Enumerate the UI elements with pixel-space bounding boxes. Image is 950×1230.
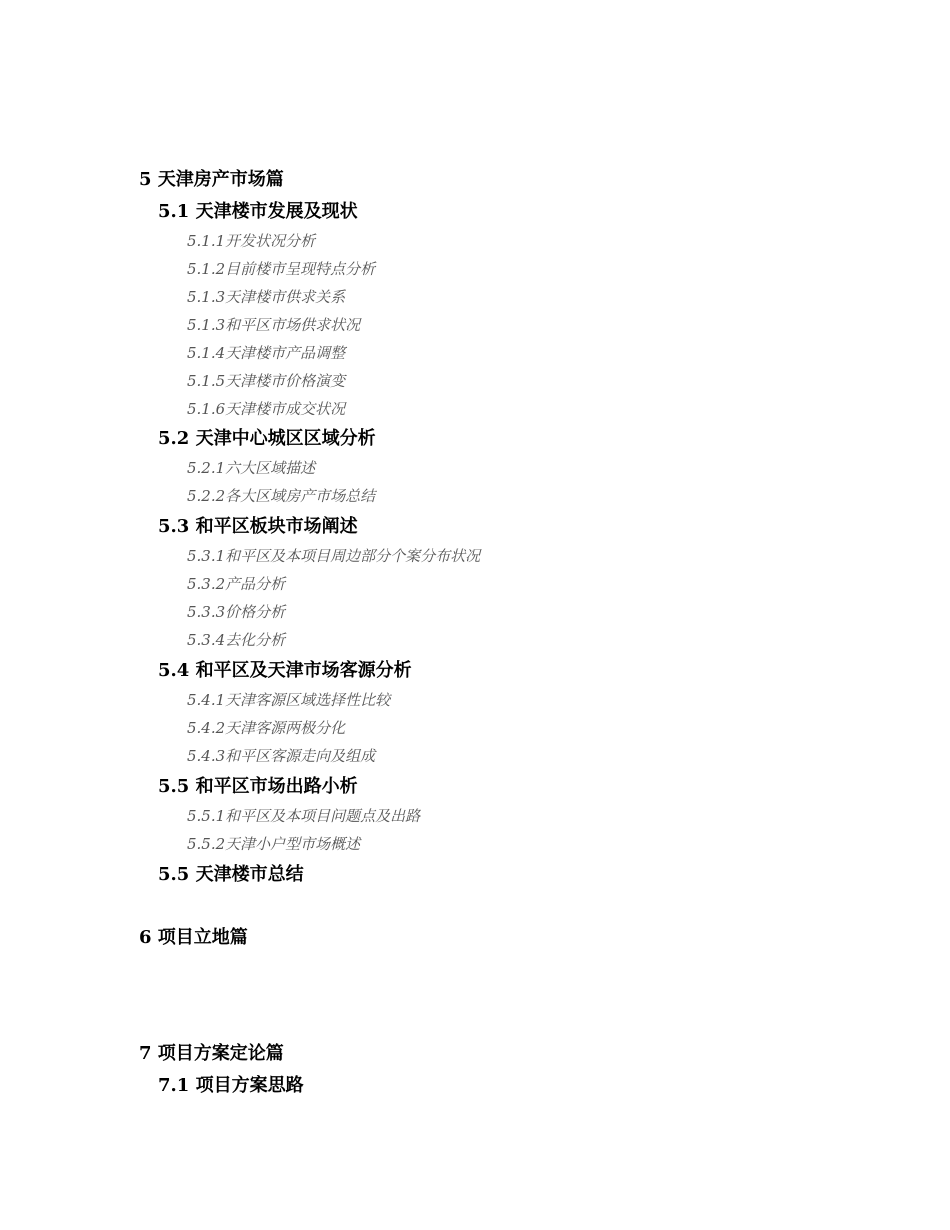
subsection-5-5-1: 5.5.1和平区及本项目问题点及出路 — [187, 807, 421, 825]
section-5-4-title: 5.4 和平区及天津市场客源分析 — [158, 660, 412, 681]
subsection-5-1-3: 5.1.3天津楼市供求关系 — [187, 288, 346, 306]
section-5-1-title: 5.1 天津楼市发展及现状 — [158, 201, 358, 222]
section-5-3-title: 5.3 和平区板块市场阐述 — [158, 516, 358, 537]
subsection-5-1-3b: 5.1.3和平区市场供求状况 — [187, 316, 361, 334]
subsection-5-2-1: 5.2.1六大区域描述 — [187, 459, 316, 477]
subsection-5-1-6: 5.1.6天津楼市成交状况 — [187, 400, 346, 418]
subsection-5-3-4: 5.3.4去化分析 — [187, 631, 286, 649]
subsection-5-1-5: 5.1.5天津楼市价格演变 — [187, 372, 346, 390]
subsection-5-4-2: 5.4.2天津客源两极分化 — [187, 719, 346, 737]
subsection-5-3-2: 5.3.2产品分析 — [187, 575, 286, 593]
subsection-5-1-1: 5.1.1开发状况分析 — [187, 232, 316, 250]
chapter-6-title: 6 项目立地篇 — [139, 927, 248, 948]
subsection-5-2-2: 5.2.2各大区域房产市场总结 — [187, 487, 376, 505]
section-5-5-title: 5.5 和平区市场出路小析 — [158, 776, 358, 797]
subsection-5-4-1: 5.4.1天津客源区域选择性比较 — [187, 691, 391, 709]
chapter-5-title: 5 天津房产市场篇 — [139, 169, 284, 190]
subsection-5-5-2: 5.5.2天津小户型市场概述 — [187, 835, 361, 853]
chapter-7-title: 7 项目方案定论篇 — [139, 1043, 284, 1064]
section-7-1-title: 7.1 项目方案思路 — [158, 1075, 304, 1096]
section-5-2-title: 5.2 天津中心城区区域分析 — [158, 428, 376, 449]
section-5-5-summary-title: 5.5 天津楼市总结 — [158, 864, 304, 885]
subsection-5-1-2: 5.1.2目前楼市呈现特点分析 — [187, 260, 376, 278]
subsection-5-1-4: 5.1.4天津楼市产品调整 — [187, 344, 346, 362]
subsection-5-3-3: 5.3.3价格分析 — [187, 603, 286, 621]
subsection-5-3-1: 5.3.1和平区及本项目周边部分个案分布状况 — [187, 547, 481, 565]
subsection-5-4-3: 5.4.3和平区客源走向及组成 — [187, 747, 376, 765]
